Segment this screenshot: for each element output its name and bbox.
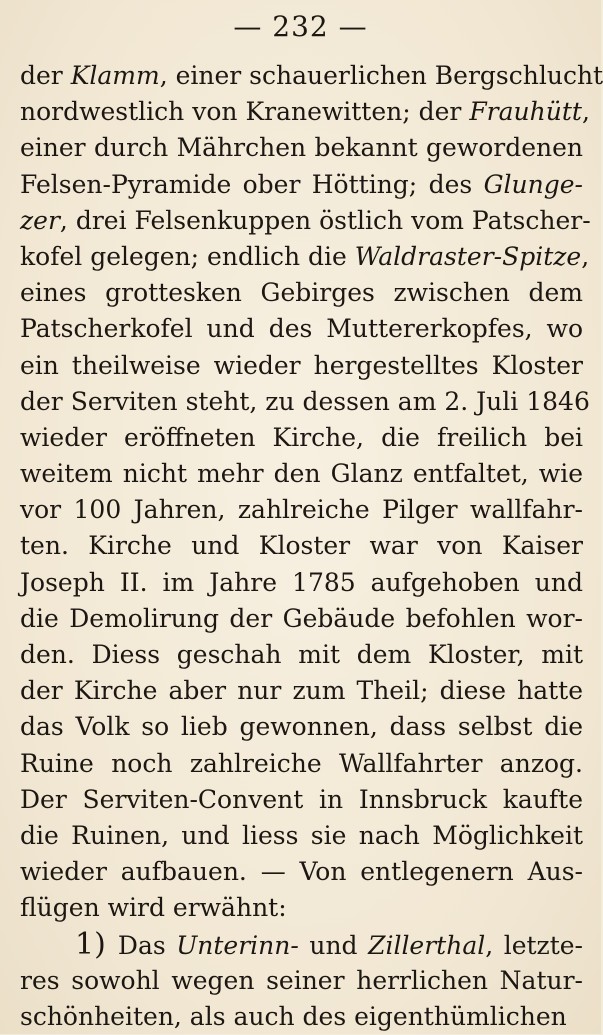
text-line xyxy=(20,203,591,239)
text-segment: , drei Felsenkuppen östlich vom Patscher- xyxy=(59,205,591,235)
text-segment: einer durch Mährchen bekannt gewordenen xyxy=(20,133,583,163)
text-line xyxy=(20,94,590,130)
text-segment: , einer schauerlichen Bergschlucht xyxy=(159,61,603,90)
text-line xyxy=(20,709,583,745)
text-segment: res sowohl wegen seiner herrlichen Natur- xyxy=(20,965,583,995)
text-segment: Das xyxy=(117,930,177,960)
italic-place-name: Unterinn- xyxy=(176,930,299,960)
text-segment: wieder aufbauen. — Von entlegenern Aus- xyxy=(20,857,583,887)
text-line xyxy=(20,565,583,601)
text-segment: die Ruinen, und liess sie nach Möglichkeit xyxy=(20,820,583,850)
italic-place-name: Waldraster-Spitze xyxy=(354,241,582,271)
text-segment: , xyxy=(581,97,590,127)
text-line xyxy=(20,420,583,456)
text-segment: Felsen-Pyramide ober Hötting; des xyxy=(20,169,484,199)
text-segment: und xyxy=(298,930,369,960)
text-line xyxy=(20,890,583,926)
text-segment: , xyxy=(581,241,590,271)
text-segment: schönheiten, als auch des eigenthümlichen xyxy=(20,1001,567,1031)
text-line xyxy=(20,456,583,492)
text-line xyxy=(20,492,583,528)
text-line xyxy=(20,782,583,818)
text-line xyxy=(20,854,583,890)
italic-place-name: Frauhütt xyxy=(469,97,582,127)
text-segment: Ruine noch zahlreiche Wallfahrter anzog. xyxy=(20,748,583,778)
text-line xyxy=(20,167,583,203)
italic-place-name: Glunge- xyxy=(483,169,583,199)
text-segment: eines grottesken Gebirges zwischen dem xyxy=(20,278,583,308)
text-segment: flügen wird erwähnt: xyxy=(20,893,287,923)
text-segment: vor 100 Jahren, zahlreiche Pilger wallfahr- xyxy=(20,495,583,525)
body-text xyxy=(20,58,603,1035)
text-segment: der Kirche aber nur zum Theil; diese hatte xyxy=(20,676,583,706)
italic-place-name: Zillerthal xyxy=(368,930,486,960)
text-line xyxy=(20,311,583,347)
text-segment: weitem nicht mehr den Glanz entfaltet, wie xyxy=(20,459,583,489)
text-line xyxy=(20,58,603,94)
text-line xyxy=(20,275,583,311)
text-segment: die Demolirung der Gebäude befohlen wor- xyxy=(20,603,583,633)
italic-place-name: zer xyxy=(20,205,60,235)
list-marker: 1) xyxy=(75,926,118,962)
text-segment: ten. Kirche und Kloster war von Kaiser xyxy=(20,531,583,561)
text-segment: den. Diess geschah mit dem Kloster, mit xyxy=(20,640,583,669)
text-line xyxy=(20,963,583,999)
text-segment: Joseph II. im Jahre 1785 aufgehoben und xyxy=(20,567,583,597)
text-segment: der Serviten steht, zu dessen am 2. Juli 1846 xyxy=(20,386,590,416)
italic-place-name: Klamm xyxy=(70,61,160,90)
text-line xyxy=(20,601,583,637)
text-line xyxy=(20,673,583,709)
text-line xyxy=(20,746,583,782)
text-line xyxy=(20,818,583,854)
text-segment: Der Serviten-Convent in Innsbruck kaufte xyxy=(20,784,583,814)
text-line xyxy=(20,637,583,673)
text-segment: das Volk so lieb gewonnen, dass selbst die xyxy=(20,712,583,742)
page-number: — 232 — xyxy=(233,10,368,43)
text-segment: , letzte- xyxy=(485,930,583,960)
text-segment: ein theilweise wieder hergestelltes Kloster xyxy=(20,350,583,380)
text-line xyxy=(20,130,583,166)
text-line xyxy=(20,239,590,275)
text-segment: der xyxy=(20,61,71,90)
text-line xyxy=(20,927,583,963)
text-segment: nordwestlich von Kranewitten; der xyxy=(20,97,470,127)
text-line xyxy=(20,384,590,420)
text-line xyxy=(20,999,583,1035)
text-segment: kofel gelegen; endlich die xyxy=(20,241,355,271)
text-segment: Patscherkofel und des Muttererkopfes, wo xyxy=(20,314,583,344)
text-line xyxy=(20,348,583,384)
text-line xyxy=(20,528,583,564)
text-segment: wieder eröffneten Kirche, die freilich bei xyxy=(20,422,583,452)
